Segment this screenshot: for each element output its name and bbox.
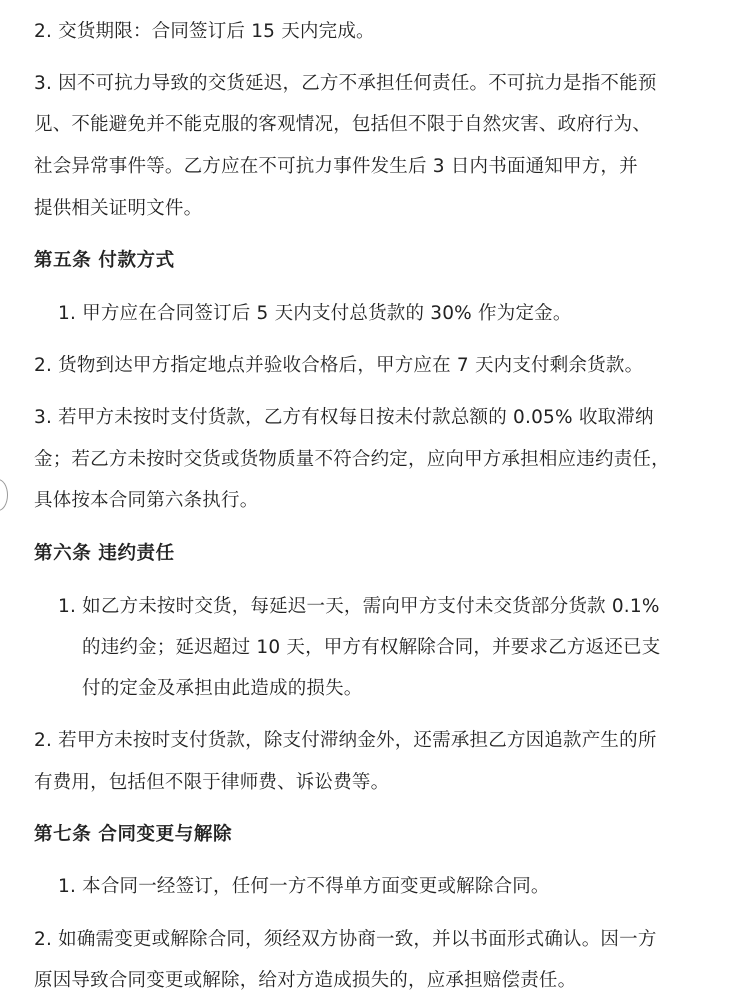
paragraph-line: 社会异常事件等。乙方应在不可抗力事件发生后 3 日内书面通知甲方，并: [34, 156, 638, 177]
paragraph-line: 2. 若甲方未按时支付货款，除支付滞纳金外，还需承担乙方因追款产生的所: [34, 730, 657, 751]
paragraph-line: 有费用，包括但不限于律师费、诉讼费等。: [34, 772, 390, 793]
section-heading: 第五条 付款方式: [34, 250, 175, 271]
scroll-handle[interactable]: [0, 479, 8, 511]
paragraph-line: 2. 货物到达甲方指定地点并验收合格后，甲方应在 7 天内支付剩余货款。: [34, 355, 644, 376]
paragraph-line: 金；若乙方未按时交货或货物质量不符合约定，应向甲方承担相应违约责任，: [34, 449, 670, 470]
paragraph-line: 2. 交货期限：合同签订后 15 天内完成。: [34, 21, 375, 42]
section-heading: 第六条 违约责任: [34, 543, 175, 564]
paragraph-line: 3. 若甲方未按时支付货款，乙方有权每日按未付款总额的 0.05% 收取滞纳: [34, 407, 654, 428]
section-heading: 第七条 合同变更与解除: [34, 824, 233, 845]
list-item: 1. 甲方应在合同签订后 5 天内支付总货款的 30% 作为定金。: [58, 303, 572, 324]
paragraph-line: 3. 因不可抗力导致的交货延迟，乙方不承担任何责任。不可抗力是指不能预: [34, 73, 657, 94]
paragraph-line: 2. 如确需变更或解除合同，须经双方协商一致，并以书面形式确认。因一方: [34, 929, 657, 950]
paragraph-line: 见、不能避免并不能克服的客观情况，包括但不限于自然灾害、政府行为、: [34, 114, 652, 135]
list-item-continuation: 的违约金；延迟超过 10 天，甲方有权解除合同，并要求乙方返还已支: [82, 637, 661, 658]
list-item: 1. 本合同一经签订，任何一方不得单方面变更或解除合同。: [58, 876, 550, 897]
paragraph-line: 具体按本合同第六条执行。: [34, 490, 259, 511]
paragraph-line: 原因导致合同变更或解除，给对方造成损失的，应承担赔偿责任。: [34, 970, 577, 991]
list-item-continuation: 付的定金及承担由此造成的损失。: [82, 678, 363, 699]
paragraph-line: 提供相关证明文件。: [34, 198, 203, 219]
list-item: 1. 如乙方未按时交货，每延迟一天，需向甲方支付未交货部分货款 0.1%: [58, 596, 660, 617]
